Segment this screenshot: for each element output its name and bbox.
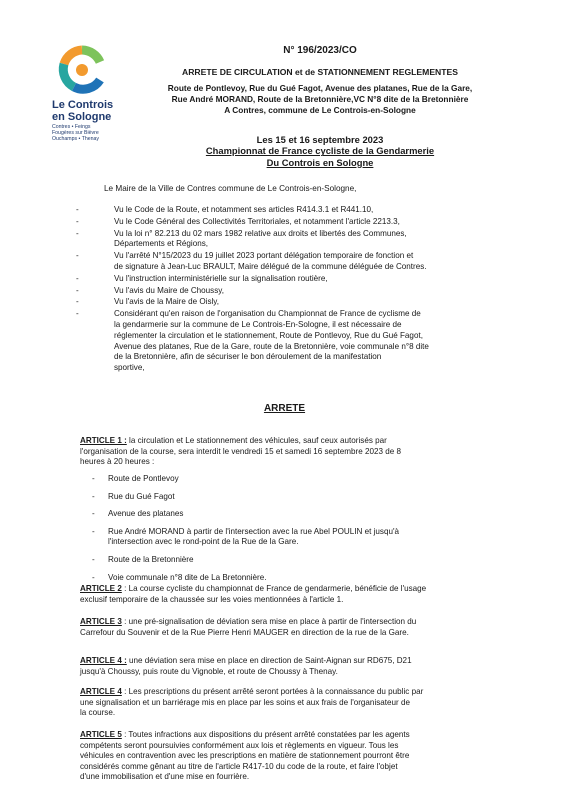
logo-name [52, 99, 113, 123]
visa-line: de la Bretonnière, afin de sécuriser le bon déroulement de la manifestation [114, 352, 382, 362]
article-4a-text-line1: une déviation sera mise en place en direction de Saint-Aignan sur RD675, D21 [126, 656, 412, 665]
article-2 [80, 584, 500, 605]
article-5 [80, 730, 500, 783]
visa-line: Vu l'avis du Maire de Choussy, [114, 285, 224, 295]
article-1-text-line2: l'organisation de la course, sera interdit le vendredi 15 et samedi 16 septembre 2023 de 8 [80, 446, 401, 456]
article-4a-label: ARTICLE 4 : [80, 656, 127, 665]
article-5-text-line4: considérés comme gênant au titre de l'article R417-10 du code de la route, et faire l'objet [80, 761, 398, 771]
intro-text: Le Maire de la Ville de Contres commune de Le Controis-en-Sologne, [104, 184, 357, 193]
streets-line3: A Contres, commune de Le Controis-en-Sologne [224, 105, 416, 116]
article-4b-text-line2: une signalisation et un barriérage mis en place par les soins et aux frais de l'organisateur de [80, 697, 410, 707]
visa-item [76, 251, 496, 273]
route-dash: - [92, 491, 95, 501]
route-line: Avenue des platanes [108, 509, 184, 519]
article-1-text-line3: heures à 20 heures : [80, 457, 155, 467]
route-line: Rue du Gué Fagot [108, 491, 175, 501]
streets-line2: Rue André MORAND, Route de la Bretonnière,VC N°8 dite de la Bretonnière [171, 94, 469, 105]
route-item [92, 474, 492, 485]
article-1-label: ARTICLE 1 : [80, 436, 127, 445]
arrete-heading: ARRETE DE CIRCULATION et de STATIONNEMENT REGLEMENTES [182, 67, 458, 77]
route-dash: - [92, 509, 95, 519]
logo-communes-line2: Fougères sur Bièvre [52, 130, 99, 136]
visa-line: Départements et Régions, [114, 239, 209, 249]
route-item [92, 527, 492, 548]
logo-communes-line3: Ouchamps • Thenay [52, 136, 99, 142]
route-item [92, 573, 492, 584]
article-3 [80, 617, 500, 638]
visa-line: sportive, [114, 363, 145, 373]
event-name-line1: Championnat de France cycliste de la Gendarmerie [205, 145, 435, 157]
route-dash: - [92, 572, 95, 582]
article-2-text-line2: exclusif temporaire de la chaussée sur les voies mentionnées à l'article 1. [80, 594, 344, 604]
visa-dash: - [76, 285, 79, 295]
route-list [92, 474, 492, 590]
visa-dash: - [76, 309, 79, 319]
visa-line: Vu le Code Général des Collectivités Territoriales, et notamment l'article 2213.3, [114, 216, 400, 226]
article-5-label: ARTICLE 5 [80, 730, 122, 739]
article-3-text-line1: : une pré-signalisation de déviation sera mise en place à partir de l'intersection du [121, 617, 417, 626]
article-2-text-line1: : La course cycliste du championnat de France de gendarmerie, bénéficie de l'usage [121, 584, 427, 593]
visa-dash: - [76, 216, 79, 226]
article-4-deviation [80, 656, 500, 677]
article-3-label: ARTICLE 3 [80, 617, 122, 626]
article-5-text-line1: : Toutes infractions aux dispositions du présent arrêté constatées par les agents [121, 730, 410, 739]
visa-item [76, 286, 496, 297]
article-3-text-line2: Carrefour du Souvenir et de la Rue Pierre Henri MAUGER en direction de la rue de la Gare. [80, 627, 409, 637]
route-line: Rue André MORAND à partir de l'intersection avec la rue Abel POULIN et jusqu'à [108, 526, 400, 536]
visa-dash: - [76, 273, 79, 283]
visa-item [76, 229, 496, 251]
visa-dash: - [76, 205, 79, 214]
article-5-text-line5: d'une immobilisation et d'une mise en fourrière. [80, 772, 250, 782]
article-4b-text-line3: la course. [80, 708, 116, 718]
route-item [92, 492, 492, 503]
visa-item [76, 309, 496, 374]
article-4b-label: ARTICLE 4 [80, 687, 122, 696]
route-line: Route de la Bretonnière [108, 554, 194, 564]
event-name-line2: Du Controis en Sologne [266, 156, 374, 168]
visa-line: de signature à Jean-Luc BRAULT, Maire délégué de la commune déléguée de Contres. [114, 261, 427, 271]
article-1 [80, 436, 500, 468]
visa-line: Vu le Code de la Route, et notamment ses articles R414.3.1 et R441.10, [114, 205, 374, 214]
route-line: l'intersection avec le rond-point de la Rue de la Gare. [108, 537, 299, 547]
arrete-title: ARRETE [263, 403, 306, 414]
logo-emblem-icon [52, 44, 112, 96]
visa-item [76, 217, 496, 228]
article-1-text-line1: la circulation et Le stationnement des véhicules, sauf ceux autorisés par [126, 436, 387, 445]
article-4b-text-line1: : Les prescriptions du présent arrêté seront portées à la connaissance du public par [121, 687, 424, 696]
article-5-text-line3: véhicules en contravention avec les prescriptions en matière de stationnement pourront être [80, 751, 410, 761]
article-2-label: ARTICLE 2 [80, 584, 122, 593]
streets-line1: Route de Pontlevoy, Rue du Gué Fagot, Avenue des platanes, Rue de la Gare, [167, 83, 473, 93]
logo-name-line1: Le Controis [52, 99, 114, 111]
route-dash: - [92, 526, 95, 536]
visa-list [76, 205, 496, 375]
article-4-publicity [80, 687, 500, 719]
visa-dash: - [76, 228, 79, 238]
article-5-text-line2: compétents seront poursuivies conformément aux lois et règlements en vigueur. Tous les [80, 740, 399, 750]
article-4a-text-line2: jusqu'à Choussy, puis route du Vignoble, et route de Choussy à Thenay. [80, 666, 338, 676]
visa-line: Vu l'arrêté N°15/2023 du 19 juillet 2023 portant délégation temporaire de fonction et [114, 251, 414, 261]
visa-line: Avenue des platanes, Rue de la Gare, route de la Bretonnière, voie communale n°8 dite [114, 341, 429, 351]
event-dates: Les 15 et 16 septembre 2023 [256, 134, 384, 145]
controis-logo [52, 44, 112, 96]
visa-item [76, 297, 496, 308]
logo-communes-line1: Contres • Feings [52, 124, 91, 130]
arrete-number: N° 196/2023/CO [283, 45, 357, 56]
visa-dash: - [76, 251, 79, 261]
event-block [130, 134, 510, 168]
visa-line: réglementer la circulation et le stationnement, Route de Pontlevoy, Rue du Gué Fagot, [114, 330, 423, 340]
visa-item [76, 274, 496, 285]
visa-line: Vu l'instruction interministérielle sur la signalisation routière, [114, 273, 328, 283]
visa-item [76, 205, 496, 216]
streets-block [130, 83, 510, 117]
visa-line: Vu l'avis de la Maire de Oisly, [114, 297, 220, 307]
route-dash: - [92, 554, 95, 564]
route-item [92, 555, 492, 566]
visa-line: Considérant qu'en raison de l'organisation du Championnat de France de cyclisme de [114, 309, 421, 319]
route-dash: - [92, 474, 95, 483]
logo-communes [52, 124, 99, 142]
route-line: Route de Pontlevoy [108, 474, 179, 483]
visa-line: la gendarmerie sur la commune de Le Controis-En-Sologne, il est nécessaire de [114, 319, 402, 329]
visa-dash: - [76, 297, 79, 307]
route-item [92, 509, 492, 520]
logo-name-line2: en Sologne [52, 111, 112, 123]
visa-line: Vu la loi n° 82.213 du 02 mars 1982 relative aux droits et libertés des Communes, [114, 228, 407, 238]
route-line: Voie communale n°8 dite de La Bretonnière. [108, 572, 267, 582]
